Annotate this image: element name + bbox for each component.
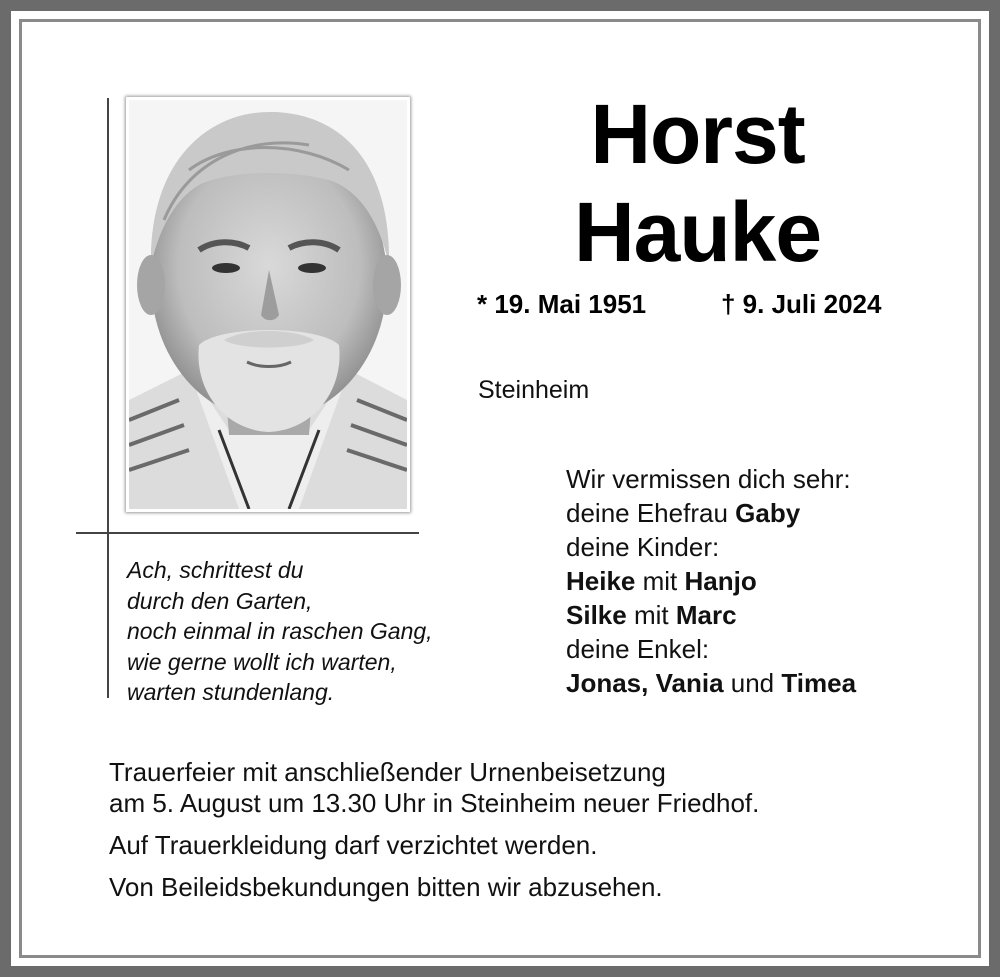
family-intro: Wir vermissen dich sehr: xyxy=(566,464,851,494)
poem-line: Ach, schrittest du xyxy=(127,557,304,583)
portrait-photo xyxy=(126,97,410,512)
connector-mit-1: mit xyxy=(642,566,678,596)
grandchildren-names: Jonas, Vania xyxy=(566,668,724,698)
wife-name: Gaby xyxy=(735,498,801,528)
grandchildren-label: deine Enkel: xyxy=(566,634,710,664)
poem xyxy=(127,555,433,708)
poem-line: wie gerne wollt ich warten, xyxy=(127,648,397,675)
cross-horizontal-bar xyxy=(76,532,419,534)
connector-mit-2: mit xyxy=(633,600,669,630)
connector-und: und xyxy=(730,668,775,698)
info-line: Von Beileidsbekundungen bitten wir abzusehen. xyxy=(109,872,663,902)
family-grandchildren xyxy=(566,666,856,700)
deceased-last-name: Hauke xyxy=(573,185,822,279)
cross-vertical-bar xyxy=(107,98,109,698)
info-line: Trauerfeier mit anschließender Urnenbeisetzung xyxy=(109,757,666,787)
child-1-name: Heike xyxy=(566,566,636,596)
family-wife xyxy=(566,496,856,530)
death-date: † 9. Juli 2024 xyxy=(721,289,882,319)
poem-line: warten stundenlang. xyxy=(127,679,335,705)
birth-date: * 19. Mai 1951 xyxy=(477,289,647,319)
grandchild-last: Timea xyxy=(781,668,857,698)
family-list xyxy=(566,462,856,700)
info-line: am 5. August um 13.30 Uhr in Steinheim neuer Friedhof. xyxy=(109,788,760,818)
child-1-partner: Hanjo xyxy=(684,566,757,596)
child-2-name: Silke xyxy=(566,600,627,630)
children-label: deine Kinder: xyxy=(566,532,720,562)
portrait-illustration xyxy=(129,100,407,509)
residence-place: Steinheim xyxy=(478,376,590,404)
child-2-partner: Marc xyxy=(675,600,737,630)
poem-line: durch den Garten, xyxy=(127,587,313,614)
poem-line: noch einmal in raschen Gang, xyxy=(127,618,433,644)
info-line: Auf Trauerkleidung darf verzichtet werden. xyxy=(109,830,598,860)
family-child-2 xyxy=(566,598,856,632)
funeral-info xyxy=(109,757,759,903)
deceased-first-name: Horst xyxy=(590,87,805,181)
wife-prefix: deine Ehefrau xyxy=(566,498,728,528)
family-child-1 xyxy=(566,564,856,598)
